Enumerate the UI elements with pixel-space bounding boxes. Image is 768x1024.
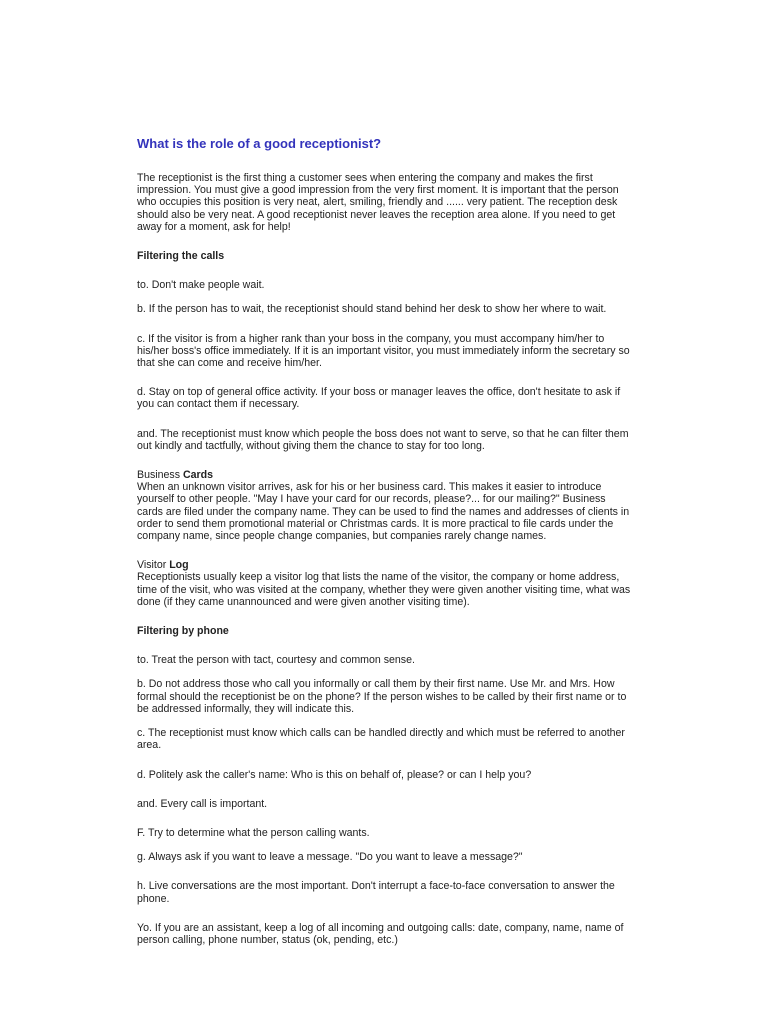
- visitor-log-section: [137, 559, 632, 608]
- calls-item-b: b. If the person has to wait, the receptionist should stand behind her desk to show her where to wait.: [137, 303, 607, 316]
- visitor-log-title: [137, 559, 632, 571]
- intro-paragraph: The receptionist is the first thing a customer sees when entering the company and makes the first impression. You must give a good impression from the very first moment. It is important that the person who occupies this position is very neat, alert, smiling, friendly and ...... very patient. The reception desk should also be very neat. A good receptionist never leaves the reception area alone. If you need to get away for a moment, ask for help!: [137, 172, 619, 233]
- calls-item-a: to. Don't make people wait.: [137, 279, 265, 292]
- visitor-log-body: Receptionists usually keep a visitor log that lists the name of the visitor, the company or home address, time of the visit, who was visited at the company, whether they were given another visiting time, what was done (if they came unannounced and were given another visiting time).: [137, 571, 631, 608]
- phone-item-h: h. Live conversations are the most important. Don't interrupt a face-to-face conversation to answer the phone.: [137, 880, 615, 905]
- calls-item-d: d. Stay on top of general office activity. If your boss or manager leaves the office, don't hesitate to ask if you can contact them if necessary.: [137, 386, 621, 411]
- calls-heading: Filtering the calls: [137, 250, 225, 263]
- document-page: [137, 136, 632, 958]
- calls-item-e: and. The receptionist must know which people the boss does not want to serve, so that he can filter them out kindly and tactfully, without giving them the chance to stay for too long.: [137, 427, 629, 452]
- calls-item-c: c. If the visitor is from a higher rank than your boss in the company, you must accompany him/her to his/her boss's office immediately. If it is an important visitor, you must immediately inform the secretary so that she can come and receive him/her.: [137, 332, 630, 370]
- business-cards-title-plain: Business: [137, 469, 183, 482]
- phone-item-f: F. Try to determine what the person calling wants.: [137, 826, 370, 839]
- phone-item-a: to. Treat the person with tact, courtesy and common sense.: [137, 654, 415, 667]
- phone-item-e: and. Every call is important.: [137, 797, 268, 810]
- business-cards-title: [137, 469, 632, 481]
- visitor-log-title-bold: Log: [169, 559, 189, 572]
- business-cards-title-bold: Cards: [182, 469, 213, 482]
- visitor-log-title-plain: Visitor: [137, 559, 170, 572]
- page-title: What is the role of a good receptionist?: [137, 136, 382, 151]
- phone-item-d: d. Politely ask the caller's name: Who is this on behalf of, please? or can I help you?: [137, 768, 532, 781]
- phone-item-b: b. Do not address those who call you informally or call them by their first name. Use Mr. and Mrs. How formal should the receptionist be on the phone? If the person wishes to be called by their first name or to be addressed informally, they will indicate this.: [137, 678, 627, 715]
- phone-heading: Filtering by phone: [137, 625, 229, 638]
- phone-item-c: c. The receptionist must know which calls can be handled directly and which must be referred to another area.: [137, 727, 625, 752]
- phone-item-i: Yo. If you are an assistant, keep a log of all incoming and outgoing calls: date, company, name, name of person calling, phone number, status (ok, pending, etc.): [137, 921, 624, 946]
- business-cards-body: When an unknown visitor arrives, ask for his or her business card. This makes it easier to introduce yourself to other people. "May I have your card for our records, please?... for our mailing?" Business cards are filed under the company name. They can be used to find the names and addresses of clients in order to send them promotional material or Christmas cards. It is more practical to file cards under the company name, since people change companies, but companies rarely change names.: [137, 481, 630, 543]
- business-cards-section: [137, 469, 632, 542]
- phone-item-g: g. Always ask if you want to leave a message. "Do you want to leave a message?": [137, 851, 523, 864]
